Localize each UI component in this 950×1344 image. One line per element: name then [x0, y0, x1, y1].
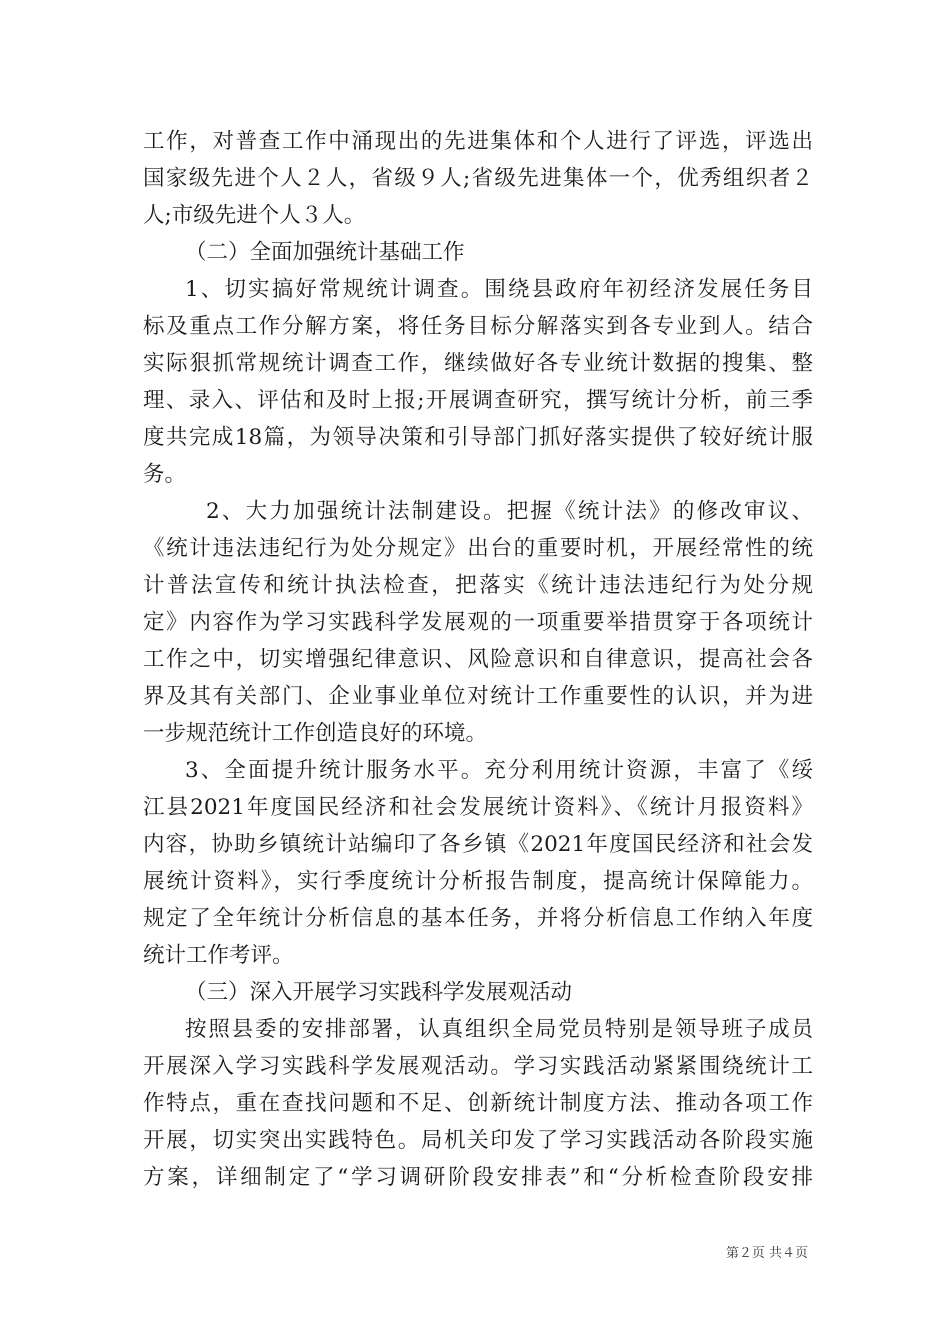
text-line: 工作，对普查工作中涌现出的先进集体和个人进行了评选，评选出 [143, 129, 813, 154]
text-line: 工作之中，切实增强纪律意识、风险意识和自律意识，提高社会各 [143, 647, 813, 672]
text-line: 2、大力加强统计法制建设。把握《统计法》的修改审议、 [206, 499, 813, 524]
text-line: 3、全面提升统计服务水平。充分利用统计资源，丰富了《绥 [185, 758, 813, 783]
text-line: 实际狠抓常规统计调查工作，继续做好各专业统计数据的搜集、整 [143, 351, 813, 376]
text-line: 国家级先进个人２人，省级９人;省级先进集体一个，优秀组织者２ [143, 166, 813, 191]
section-heading: （三）深入开展学习实践科学发展观活动 [185, 980, 573, 1005]
text-line: 计普法宣传和统计执法检查，把落实《统计违法违纪行为处分规 [143, 573, 813, 598]
text-line: 统计工作考评。 [143, 943, 294, 968]
text-line: 江县2021年度国民经济和社会发展统计资料》、《统计月报资料》 [143, 795, 813, 820]
text-line: 一步规范统计工作创造良好的环境。 [143, 721, 488, 746]
text-line: 度共完成18篇，为领导决策和引导部门抓好落实提供了较好统计服 [143, 425, 813, 450]
text-line: 开展深入学习实践科学发展观活动。学习实践活动紧紧围绕统计工 [143, 1054, 813, 1079]
page-number: 第２页 共４页 [725, 1246, 808, 1261]
text-line: 定》内容作为学习实践科学发展观的一项重要举措贯穿于各项统计 [143, 610, 813, 635]
text-line: 理、录入、评估和及时上报;开展调查研究，撰写统计分析，前三季 [143, 388, 813, 413]
text-line: 界及其有关部门、企业事业单位对统计工作重要性的认识，并为进 [143, 684, 813, 709]
text-line: 方案，详细制定了“学习调研阶段安排表”和“分析检查阶段安排 [143, 1165, 813, 1190]
text-line: 人;市级先进个人３人。 [143, 203, 366, 228]
text-line: 规定了全年统计分析信息的基本任务，并将分析信息工作纳入年度 [143, 906, 813, 931]
section-heading: （二）全面加强统计基础工作 [185, 240, 465, 265]
text-line: 标及重点工作分解方案，将任务目标分解落实到各专业到人。结合 [143, 314, 813, 339]
text-line: 务。 [143, 462, 187, 487]
text-line: 1、切实搞好常规统计调查。围绕县政府年初经济发展任务目 [185, 277, 813, 302]
text-line: 作特点，重在查找问题和不足、创新统计制度方法、推动各项工作 [143, 1091, 813, 1116]
text-line: 《统计违法违纪行为处分规定》出台的重要时机，开展经常性的统 [143, 536, 813, 561]
text-line: 按照县委的安排部署，认真组织全局党员特别是领导班子成员 [185, 1017, 813, 1042]
text-line: 内容，协助乡镇统计站编印了各乡镇《2021年度国民经济和社会发 [143, 832, 813, 857]
text-line: 开展，切实突出实践特色。局机关印发了学习实践活动各阶段实施 [143, 1128, 813, 1153]
text-line: 展统计资料》，实行季度统计分析报告制度，提高统计保障能力。 [143, 869, 813, 894]
